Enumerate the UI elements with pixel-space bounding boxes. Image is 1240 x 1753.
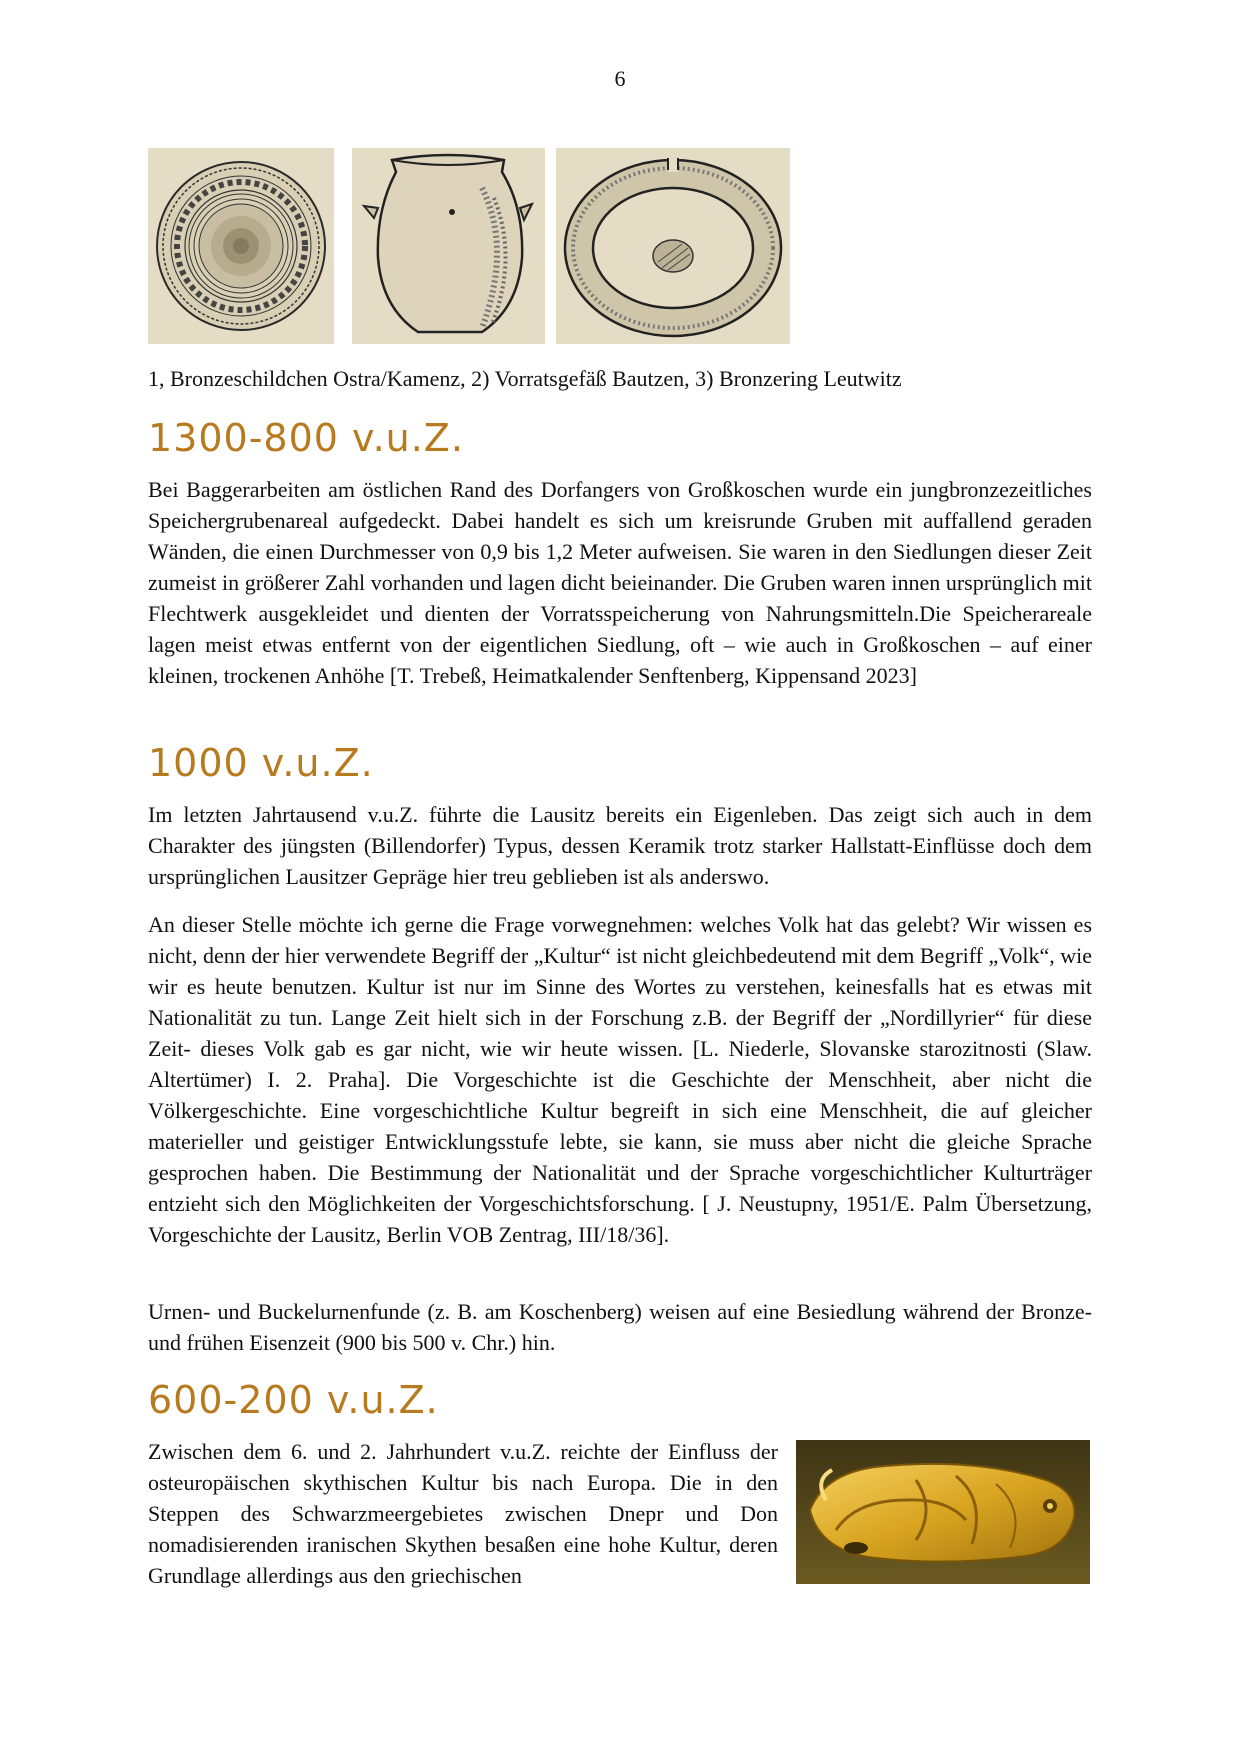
paragraph: Zwischen dem 6. und 2. Jahrhundert v.u.Z. reichte der Einfluss der osteuropäischen skythischen Kultur bis nach Europa. Die in den Steppen des Schwarzmeergebietes zwischen Dnepr und Don nomadisierenden iranischen Skythen besaßen eine hohe Kultur, deren Grundlage allerdings aus den griechischen: [148, 1439, 778, 1588]
page-number: 6: [614, 66, 626, 91]
bronze-ring-figure: [556, 148, 790, 344]
paragraph: An dieser Stelle möchte ich gerne die Frage vorwegnehmen: welches Volk hat das gelebt? Wir wissen es nicht, denn der hier verwendete Begriff der „Kultur“ ist nicht gleichbedeutend mit dem Begriff „Volk“, wie wir es heute benutzen. Kultur ist nur im Sinne des Wortes zu verstehen, keinesfalls hat es etwas mit Nationalität zu tun. Lange Zeit hielt sich in der Forschung z.B. der Begriff der „Nordillyrier“ für diese Zeit- dieses Volk gab es gar nicht, wie wir heute wissen. [L. Niederle, Slovanske starozitnosti (Slaw. Altertümer) I. 2. Praha]. Die Vorgeschichte ist die Geschichte der Menschheit, aber nicht die Völkergeschichte. Eine vorgeschichtliche Kultur begreift in sich eine Menschheit, die auf gleicher materieller und geistiger Entwicklungsstufe lebte, sie kann, sie muss aber nicht die gleiche Sprache gesprochen haben. Die Bestimmung der Nationalität und der Sprache vorgeschichtlicher Kulturträger entzieht sich den Möglichkeiten der Vorgeschichtsforschung. [ J. Neustupny, 1951/E. Palm Übersetzung, Vorgeschichte der Lausitz, Berlin VOB Zentrag, III/18/36].: [148, 912, 1092, 1247]
section-heading: 600-200 v.u.Z.: [148, 1378, 439, 1422]
section-heading: 1300-800 v.u.Z.: [148, 416, 464, 460]
paragraph: Im letzten Jahrtausend v.u.Z. führte die Lausitz bereits ein Eigenleben. Das zeigt sich auch in dem Charakter des jüngsten (Billendorfer) Typus, dessen Keramik trotz starker Hallstatt-Einflüsse doch dem ursprünglichen Lausitzer Gepräge hier treu geblieben ist als anderswo.: [148, 802, 1092, 889]
bronze-shield-icon: [148, 148, 334, 344]
paragraph: Bei Baggerarbeiten am östlichen Rand des Dorfangers von Großkoschen wurde ein jungbronzezeitliches Speichergrubenareal aufgedeckt. Dabei handelt es sich um kreisrunde Gruben mit auffallend geraden Wänden, die einen Durchmesser von 0,9 bis 1,2 Meter aufweisen. Sie waren in den Siedlungen dieser Zeit zumeist in größerer Zahl vorhanden und lagen dicht beieinander. Die Gruben waren innen ursprünglich mit Flechtwerk ausgekleidet und dienten der Vorratsspeicherung von Nahrungsmitteln.Die Speicherareale lagen meist etwas entfernt von der eigentlichen Siedlung, oft – wie auch in Großkoschen – auf einer kleinen, trockenen Anhöhe [T. Trebeß, Heimatkalender Senftenberg, Kippensand 2023]: [148, 477, 1092, 688]
figure-caption: 1, Bronzeschildchen Ostra/Kamenz, 2) Vorratsgefäß Bautzen, 3) Bronzering Leutwitz: [148, 366, 902, 391]
storage-vessel-figure: [352, 148, 545, 344]
paragraph: Urnen- und Buckelurnenfunde (z. B. am Koschenberg) weisen auf eine Besiedlung während der Bronze- und frühen Eisenzeit (900 bis 500 v. Chr.) hin.: [148, 1299, 1092, 1355]
bronze-ring-icon: [556, 148, 790, 344]
scythian-gold-photo: [796, 1440, 1090, 1584]
bronze-shield-figure: [148, 148, 334, 344]
section-heading: 1000 v.u.Z.: [148, 741, 374, 785]
scythian-gold-figure-icon: [796, 1440, 1090, 1584]
storage-vessel-icon: [352, 148, 545, 344]
